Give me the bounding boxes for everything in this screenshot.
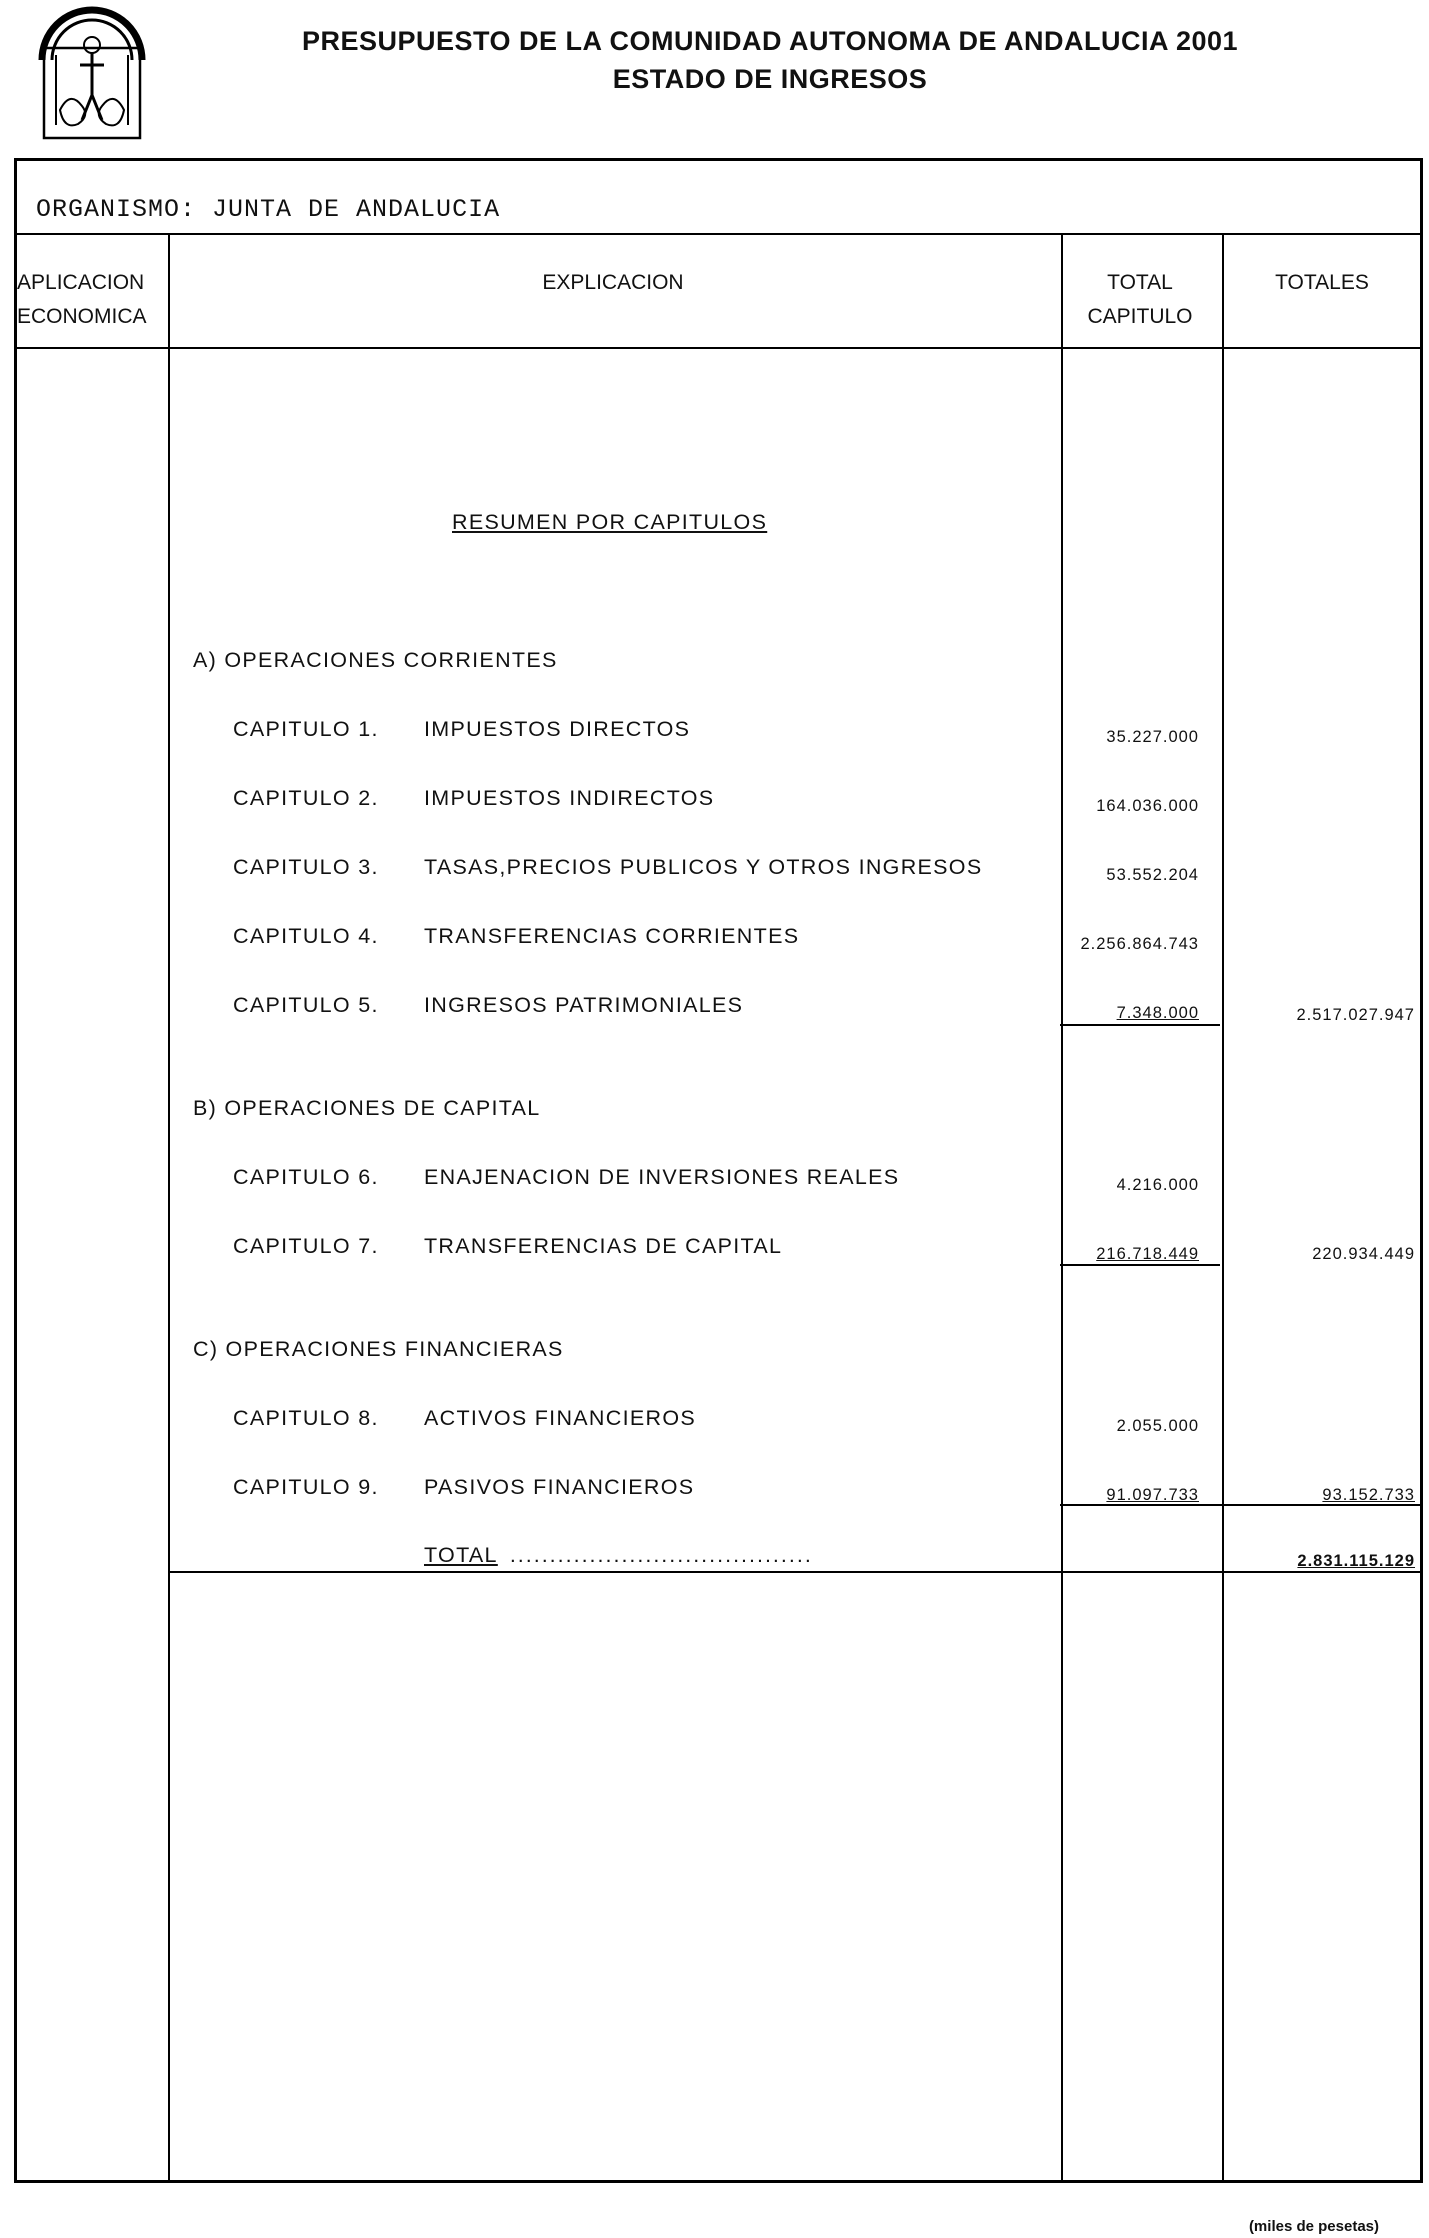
section-total: 93.152.733: [1322, 1486, 1415, 1504]
chapter-description: TASAS,PRECIOS PUBLICOS Y OTROS INGRESOS: [424, 855, 983, 879]
chapter-amount: 4.216.000: [1116, 1176, 1199, 1194]
organismo-label: ORGANISMO: JUNTA DE ANDALUCIA: [36, 195, 501, 224]
chapter-number: CAPITULO 9.: [233, 1475, 379, 1499]
chapter-description: IMPUESTOS INDIRECTOS: [424, 786, 715, 810]
chapter-number: CAPITULO 2.: [233, 786, 379, 810]
section-total: 220.934.449: [1312, 1245, 1415, 1263]
document-title: PRESUPUESTO DE LA COMUNIDAD AUTONOMA DE ANDALUCIA 2001: [301, 26, 1239, 56]
header-explicacion: EXPLICACION: [542, 271, 684, 294]
chapter-description: TRANSFERENCIAS CORRIENTES: [424, 924, 800, 948]
grand-total-value: 2.831.115.129: [1297, 1552, 1415, 1570]
chapter-description: PASIVOS FINANCIEROS: [424, 1475, 695, 1499]
column-divider-total-capitulo: [1222, 233, 1224, 2180]
chapter-number: CAPITULO 8.: [233, 1406, 379, 1430]
header-aplicacion: APLICACION ECONOMICA: [17, 271, 147, 328]
andalucia-coat-of-arms-icon: [36, 0, 148, 140]
chapter-amount: 2.055.000: [1116, 1417, 1199, 1435]
chapter-amount: 2.256.864.743: [1080, 935, 1199, 953]
chapter-amount: 216.718.449: [1096, 1245, 1199, 1263]
column-divider-explicacion: [1061, 233, 1063, 2180]
chapter-amount: 35.227.000: [1106, 728, 1199, 746]
chapter-description: ACTIVOS FINANCIEROS: [424, 1406, 696, 1430]
organismo-divider: [17, 233, 1420, 235]
section-label: B) OPERACIONES DE CAPITAL: [193, 1096, 541, 1120]
header-divider: [17, 347, 1420, 349]
chapter-amount: 91.097.733: [1106, 1486, 1199, 1504]
header-total-capitulo: TOTAL CAPITULO: [1087, 271, 1193, 328]
subtotal-rule: [1060, 1264, 1220, 1266]
resumen-title: RESUMEN POR CAPITULOS: [452, 510, 768, 534]
chapter-description: TRANSFERENCIAS DE CAPITAL: [424, 1234, 783, 1258]
total-rule: [168, 1571, 1420, 1573]
subtotal-rule: [1060, 1024, 1220, 1026]
section-label: C) OPERACIONES FINANCIERAS: [193, 1337, 564, 1361]
chapter-number: CAPITULO 6.: [233, 1165, 379, 1189]
chapter-number: CAPITULO 7.: [233, 1234, 379, 1258]
chapter-description: ENAJENACION DE INVERSIONES REALES: [424, 1165, 900, 1189]
subtotal-rule: [1060, 1504, 1420, 1506]
chapter-number: CAPITULO 1.: [233, 717, 379, 741]
chapter-amount: 7.348.000: [1116, 1004, 1199, 1022]
chapter-description: IMPUESTOS DIRECTOS: [424, 717, 691, 741]
section-label: A) OPERACIONES CORRIENTES: [193, 648, 558, 672]
units-note: (miles de pesetas): [1248, 2218, 1379, 2235]
document-subtitle: ESTADO DE INGRESOS: [612, 64, 928, 94]
chapter-number: CAPITULO 5.: [233, 993, 379, 1017]
chapter-description: INGRESOS PATRIMONIALES: [424, 993, 744, 1017]
section-total: 2.517.027.947: [1296, 1006, 1415, 1024]
chapter-amount: 164.036.000: [1096, 797, 1199, 815]
header-totales: TOTALES: [1275, 271, 1369, 294]
grand-total-label: TOTAL ......................................: [424, 1543, 813, 1567]
chapter-amount: 53.552.204: [1106, 866, 1199, 884]
chapter-number: CAPITULO 4.: [233, 924, 379, 948]
column-divider-aplicacion: [168, 233, 170, 2180]
chapter-number: CAPITULO 3.: [233, 855, 379, 879]
